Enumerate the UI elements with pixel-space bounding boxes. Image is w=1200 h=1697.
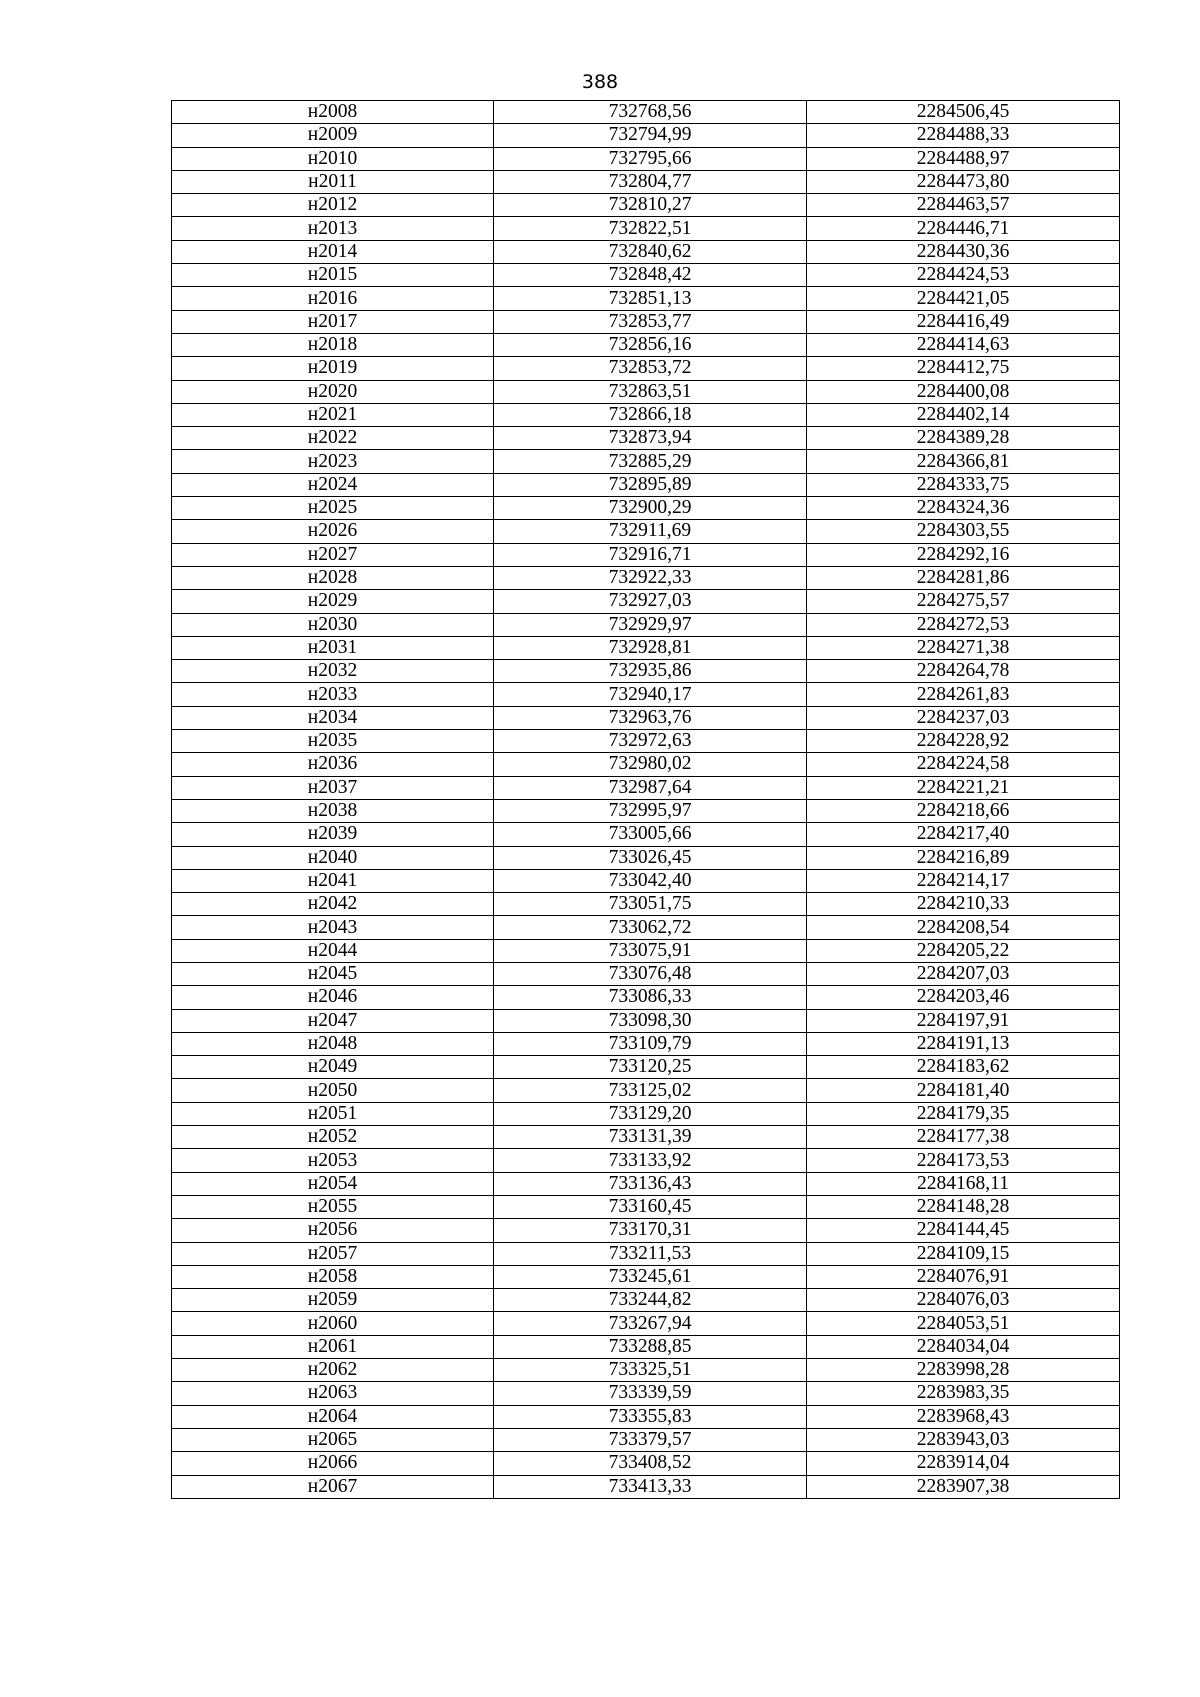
x-coordinate-cell: 732895,89 [494,473,807,496]
x-coordinate-cell: 733267,94 [494,1312,807,1335]
y-coordinate-cell: 2284076,03 [807,1289,1120,1312]
y-coordinate-cell: 2283968,43 [807,1405,1120,1428]
table-row [172,1428,1120,1451]
point-id-cell: н2067 [172,1475,494,1498]
table-row [172,753,1120,776]
point-id-cell: н2020 [172,380,494,403]
table-row [172,1126,1120,1149]
point-id-cell: н2056 [172,1219,494,1242]
table-row [172,287,1120,310]
point-id-cell: н2042 [172,893,494,916]
y-coordinate-cell: 2284214,17 [807,869,1120,892]
table-row [172,1452,1120,1475]
y-coordinate-cell: 2284333,75 [807,473,1120,496]
y-coordinate-cell: 2284148,28 [807,1195,1120,1218]
y-coordinate-cell: 2284183,62 [807,1056,1120,1079]
x-coordinate-cell: 732995,97 [494,799,807,822]
point-id-cell: н2040 [172,846,494,869]
point-id-cell: н2050 [172,1079,494,1102]
point-id-cell: н2011 [172,170,494,193]
x-coordinate-cell: 733086,33 [494,986,807,1009]
x-coordinate-cell: 733042,40 [494,869,807,892]
y-coordinate-cell: 2284416,49 [807,310,1120,333]
point-id-cell: н2017 [172,310,494,333]
table-row [172,194,1120,217]
table-row [172,1102,1120,1125]
x-coordinate-cell: 732822,51 [494,217,807,240]
table-row [172,636,1120,659]
table-row [172,473,1120,496]
x-coordinate-cell: 733076,48 [494,962,807,985]
y-coordinate-cell: 2284217,40 [807,823,1120,846]
table-row [172,1335,1120,1358]
y-coordinate-cell: 2284473,80 [807,170,1120,193]
point-id-cell: н2045 [172,962,494,985]
x-coordinate-cell: 732804,77 [494,170,807,193]
point-id-cell: н2058 [172,1265,494,1288]
x-coordinate-cell: 732928,81 [494,636,807,659]
y-coordinate-cell: 2284224,58 [807,753,1120,776]
x-coordinate-cell: 732794,99 [494,124,807,147]
table-row [172,1149,1120,1172]
point-id-cell: н2013 [172,217,494,240]
table-row [172,1009,1120,1032]
coordinates-table [171,100,1120,1499]
y-coordinate-cell: 2284272,53 [807,613,1120,636]
table-row [172,1405,1120,1428]
y-coordinate-cell: 2284463,57 [807,194,1120,217]
x-coordinate-cell: 732848,42 [494,264,807,287]
point-id-cell: н2022 [172,427,494,450]
point-id-cell: н2059 [172,1289,494,1312]
y-coordinate-cell: 2284366,81 [807,450,1120,473]
x-coordinate-cell: 732851,13 [494,287,807,310]
table-row [172,380,1120,403]
x-coordinate-cell: 732866,18 [494,403,807,426]
point-id-cell: н2018 [172,333,494,356]
table-row [172,520,1120,543]
x-coordinate-cell: 733245,61 [494,1265,807,1288]
table-row [172,1172,1120,1195]
x-coordinate-cell: 733109,79 [494,1032,807,1055]
table-row [172,613,1120,636]
point-id-cell: н2027 [172,543,494,566]
y-coordinate-cell: 2284168,11 [807,1172,1120,1195]
x-coordinate-cell: 733325,51 [494,1359,807,1382]
point-id-cell: н2053 [172,1149,494,1172]
page-number: 388 [581,71,619,93]
y-coordinate-cell: 2284221,21 [807,776,1120,799]
x-coordinate-cell: 732795,66 [494,147,807,170]
x-coordinate-cell: 732940,17 [494,683,807,706]
y-coordinate-cell: 2284389,28 [807,427,1120,450]
table-row [172,101,1120,124]
x-coordinate-cell: 732916,71 [494,543,807,566]
x-coordinate-cell: 733051,75 [494,893,807,916]
point-id-cell: н2044 [172,939,494,962]
point-id-cell: н2047 [172,1009,494,1032]
table-row [172,1079,1120,1102]
y-coordinate-cell: 2284292,16 [807,543,1120,566]
y-coordinate-cell: 2284488,33 [807,124,1120,147]
y-coordinate-cell: 2284228,92 [807,730,1120,753]
table-row [172,147,1120,170]
y-coordinate-cell: 2284203,46 [807,986,1120,1009]
table-row [172,799,1120,822]
y-coordinate-cell: 2284177,38 [807,1126,1120,1149]
x-coordinate-cell: 732987,64 [494,776,807,799]
point-id-cell: н2010 [172,147,494,170]
table-row [172,939,1120,962]
table-row [172,1032,1120,1055]
point-id-cell: н2054 [172,1172,494,1195]
y-coordinate-cell: 2284424,53 [807,264,1120,287]
y-coordinate-cell: 2284281,86 [807,566,1120,589]
y-coordinate-cell: 2284400,08 [807,380,1120,403]
x-coordinate-cell: 732873,94 [494,427,807,450]
point-id-cell: н2064 [172,1405,494,1428]
y-coordinate-cell: 2284412,75 [807,357,1120,380]
y-coordinate-cell: 2284264,78 [807,660,1120,683]
x-coordinate-cell: 732963,76 [494,706,807,729]
table-row [172,1056,1120,1079]
y-coordinate-cell: 2284303,55 [807,520,1120,543]
y-coordinate-cell: 2284109,15 [807,1242,1120,1265]
table-row [172,1195,1120,1218]
table-row [172,1219,1120,1242]
table-row [172,264,1120,287]
x-coordinate-cell: 733136,43 [494,1172,807,1195]
point-id-cell: н2037 [172,776,494,799]
table-row [172,1382,1120,1405]
point-id-cell: н2039 [172,823,494,846]
table-row [172,566,1120,589]
x-coordinate-cell: 733160,45 [494,1195,807,1218]
table-row [172,776,1120,799]
point-id-cell: н2031 [172,636,494,659]
x-coordinate-cell: 733125,02 [494,1079,807,1102]
x-coordinate-cell: 733244,82 [494,1289,807,1312]
point-id-cell: н2015 [172,264,494,287]
point-id-cell: н2021 [172,403,494,426]
x-coordinate-cell: 733379,57 [494,1428,807,1451]
y-coordinate-cell: 2284218,66 [807,799,1120,822]
x-coordinate-cell: 732853,72 [494,357,807,380]
point-id-cell: н2048 [172,1032,494,1055]
table-row [172,497,1120,520]
table-row [172,543,1120,566]
coordinates-table-body [172,101,1120,1499]
table-row [172,427,1120,450]
y-coordinate-cell: 2284324,36 [807,497,1120,520]
point-id-cell: н2023 [172,450,494,473]
table-row [172,823,1120,846]
x-coordinate-cell: 732922,33 [494,566,807,589]
x-coordinate-cell: 733005,66 [494,823,807,846]
y-coordinate-cell: 2283943,03 [807,1428,1120,1451]
x-coordinate-cell: 733355,83 [494,1405,807,1428]
table-row [172,730,1120,753]
point-id-cell: н2009 [172,124,494,147]
table-row [172,333,1120,356]
x-coordinate-cell: 733075,91 [494,939,807,962]
x-coordinate-cell: 733288,85 [494,1335,807,1358]
table-row [172,1289,1120,1312]
y-coordinate-cell: 2284216,89 [807,846,1120,869]
point-id-cell: н2051 [172,1102,494,1125]
x-coordinate-cell: 733129,20 [494,1102,807,1125]
x-coordinate-cell: 732911,69 [494,520,807,543]
table-row [172,310,1120,333]
y-coordinate-cell: 2284271,38 [807,636,1120,659]
y-coordinate-cell: 2284208,54 [807,916,1120,939]
point-id-cell: н2061 [172,1335,494,1358]
x-coordinate-cell: 732810,27 [494,194,807,217]
table-row [172,683,1120,706]
x-coordinate-cell: 733413,33 [494,1475,807,1498]
x-coordinate-cell: 733211,53 [494,1242,807,1265]
x-coordinate-cell: 732863,51 [494,380,807,403]
point-id-cell: н2014 [172,240,494,263]
y-coordinate-cell: 2283907,38 [807,1475,1120,1498]
point-id-cell: н2057 [172,1242,494,1265]
y-coordinate-cell: 2284402,14 [807,403,1120,426]
y-coordinate-cell: 2284275,57 [807,590,1120,613]
x-coordinate-cell: 733098,30 [494,1009,807,1032]
y-coordinate-cell: 2283983,35 [807,1382,1120,1405]
table-row [172,1312,1120,1335]
y-coordinate-cell: 2284053,51 [807,1312,1120,1335]
x-coordinate-cell: 733062,72 [494,916,807,939]
y-coordinate-cell: 2284430,36 [807,240,1120,263]
x-coordinate-cell: 732840,62 [494,240,807,263]
x-coordinate-cell: 733408,52 [494,1452,807,1475]
point-id-cell: н2032 [172,660,494,683]
point-id-cell: н2028 [172,566,494,589]
table-row [172,357,1120,380]
y-coordinate-cell: 2284181,40 [807,1079,1120,1102]
table-row [172,869,1120,892]
table-row [172,660,1120,683]
table-row [172,403,1120,426]
table-row [172,916,1120,939]
table-row [172,962,1120,985]
x-coordinate-cell: 732768,56 [494,101,807,124]
y-coordinate-cell: 2284197,91 [807,1009,1120,1032]
x-coordinate-cell: 732929,97 [494,613,807,636]
x-coordinate-cell: 733133,92 [494,1149,807,1172]
y-coordinate-cell: 2284237,03 [807,706,1120,729]
x-coordinate-cell: 732885,29 [494,450,807,473]
y-coordinate-cell: 2284488,97 [807,147,1120,170]
point-id-cell: н2046 [172,986,494,1009]
y-coordinate-cell: 2284144,45 [807,1219,1120,1242]
point-id-cell: н2034 [172,706,494,729]
point-id-cell: н2016 [172,287,494,310]
point-id-cell: н2019 [172,357,494,380]
point-id-cell: н2041 [172,869,494,892]
x-coordinate-cell: 733339,59 [494,1382,807,1405]
table-row [172,240,1120,263]
point-id-cell: н2060 [172,1312,494,1335]
table-row [172,450,1120,473]
table-row [172,706,1120,729]
y-coordinate-cell: 2284034,04 [807,1335,1120,1358]
y-coordinate-cell: 2284261,83 [807,683,1120,706]
table-row [172,590,1120,613]
y-coordinate-cell: 2284207,03 [807,962,1120,985]
point-id-cell: н2052 [172,1126,494,1149]
point-id-cell: н2025 [172,497,494,520]
x-coordinate-cell: 732853,77 [494,310,807,333]
table-row [172,1475,1120,1498]
y-coordinate-cell: 2283914,04 [807,1452,1120,1475]
y-coordinate-cell: 2284446,71 [807,217,1120,240]
point-id-cell: н2026 [172,520,494,543]
point-id-cell: н2049 [172,1056,494,1079]
point-id-cell: н2055 [172,1195,494,1218]
y-coordinate-cell: 2284506,45 [807,101,1120,124]
y-coordinate-cell: 2283998,28 [807,1359,1120,1382]
x-coordinate-cell: 733170,31 [494,1219,807,1242]
point-id-cell: н2038 [172,799,494,822]
y-coordinate-cell: 2284205,22 [807,939,1120,962]
x-coordinate-cell: 732980,02 [494,753,807,776]
table-row [172,170,1120,193]
table-row [172,217,1120,240]
x-coordinate-cell: 732972,63 [494,730,807,753]
y-coordinate-cell: 2284179,35 [807,1102,1120,1125]
table-row [172,1265,1120,1288]
table-row [172,124,1120,147]
table-row [172,1242,1120,1265]
point-id-cell: н2033 [172,683,494,706]
x-coordinate-cell: 733131,39 [494,1126,807,1149]
point-id-cell: н2029 [172,590,494,613]
table-row [172,846,1120,869]
table-row [172,893,1120,916]
x-coordinate-cell: 732856,16 [494,333,807,356]
point-id-cell: н2024 [172,473,494,496]
x-coordinate-cell: 732935,86 [494,660,807,683]
point-id-cell: н2012 [172,194,494,217]
y-coordinate-cell: 2284421,05 [807,287,1120,310]
point-id-cell: н2066 [172,1452,494,1475]
point-id-cell: н2035 [172,730,494,753]
point-id-cell: н2036 [172,753,494,776]
y-coordinate-cell: 2284173,53 [807,1149,1120,1172]
y-coordinate-cell: 2284414,63 [807,333,1120,356]
point-id-cell: н2063 [172,1382,494,1405]
x-coordinate-cell: 732927,03 [494,590,807,613]
x-coordinate-cell: 733120,25 [494,1056,807,1079]
point-id-cell: н2065 [172,1428,494,1451]
point-id-cell: н2062 [172,1359,494,1382]
y-coordinate-cell: 2284076,91 [807,1265,1120,1288]
table-row [172,1359,1120,1382]
point-id-cell: н2030 [172,613,494,636]
point-id-cell: н2008 [172,101,494,124]
y-coordinate-cell: 2284210,33 [807,893,1120,916]
y-coordinate-cell: 2284191,13 [807,1032,1120,1055]
table-row [172,986,1120,1009]
x-coordinate-cell: 733026,45 [494,846,807,869]
point-id-cell: н2043 [172,916,494,939]
x-coordinate-cell: 732900,29 [494,497,807,520]
